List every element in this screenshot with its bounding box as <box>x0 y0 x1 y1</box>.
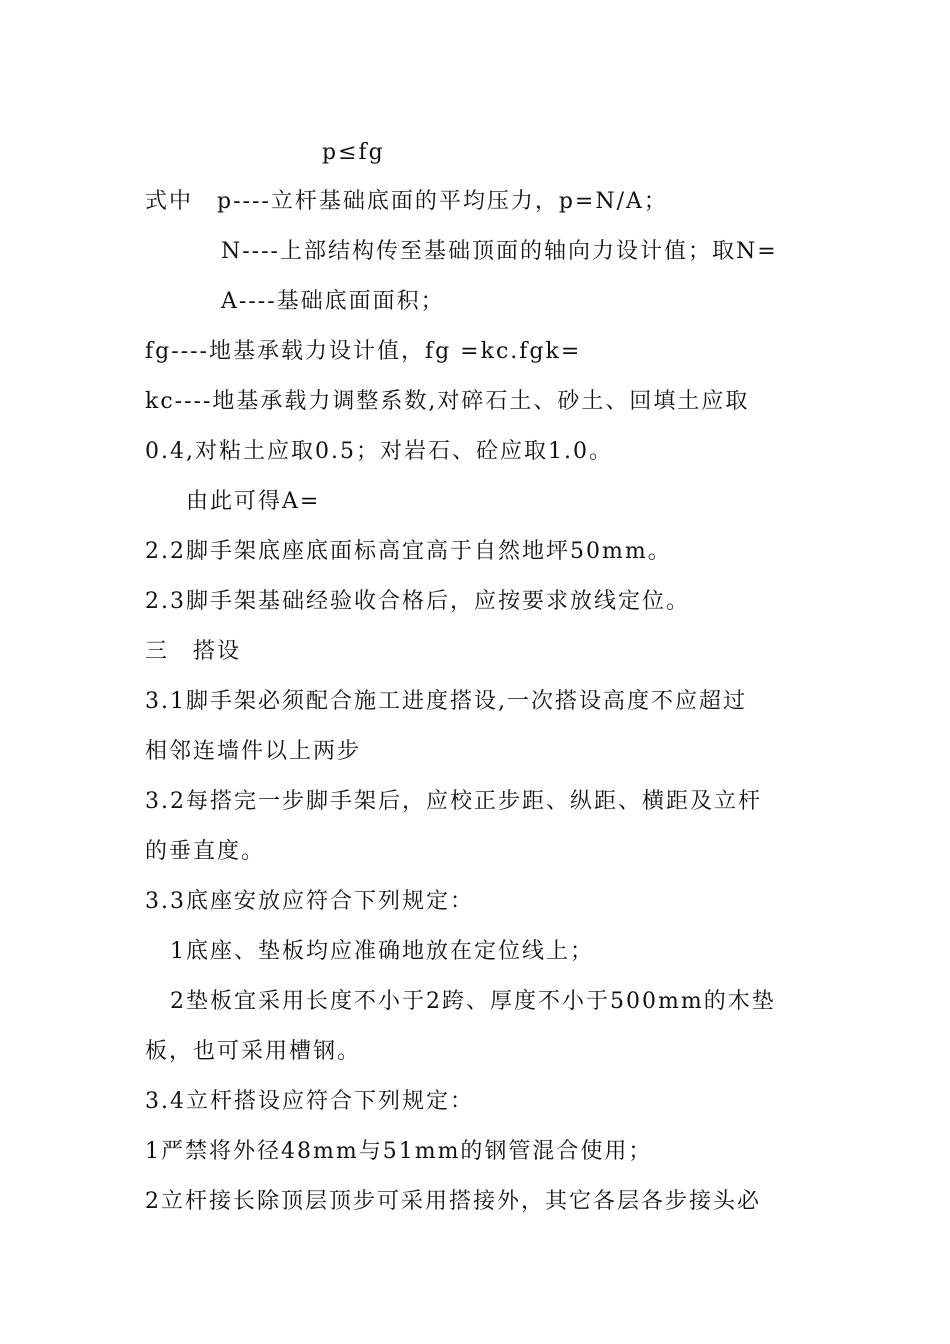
paragraph-line: 3.2每搭完一步脚手架后，应校正步距、纵距、横距及立杆 <box>145 789 762 814</box>
paragraph-line: 3.4立杆搭设应符合下列规定： <box>145 1089 474 1114</box>
paragraph-line: kc----地基承载力调整系数,对碎石土、砂土、回填土应取 <box>145 389 750 414</box>
formula: p≤fg <box>322 140 385 165</box>
paragraph-line: 2.3脚手架基础经验收合格后，应按要求放线定位。 <box>145 589 690 614</box>
paragraph-line: 2立杆接长除顶层顶步可采用搭接外，其它各层各步接头必 <box>145 1189 761 1214</box>
paragraph-line: N----上部结构传至基础顶面的轴向力设计值；取N= <box>221 239 778 264</box>
paragraph-line: 相邻连墙件以上两步 <box>145 739 362 764</box>
paragraph-line: 的垂直度。 <box>145 839 266 864</box>
paragraph-line: 3.1脚手架必须配合施工进度搭设,一次搭设高度不应超过 <box>145 689 747 714</box>
paragraph-line: 1严禁将外径48mm与51mm的钢管混合使用； <box>145 1139 653 1164</box>
paragraph-line: 1底座、垫板均应准确地放在定位线上； <box>170 939 594 964</box>
section-heading: 三 搭设 <box>145 639 242 664</box>
paragraph-line: 0.4,对粘土应取0.5；对岩石、砼应取1.0。 <box>145 439 613 464</box>
paragraph-line: 2.2脚手架底座底面标高宜高于自然地坪50mm。 <box>145 539 672 564</box>
paragraph-line: A----基础底面面积； <box>221 289 445 314</box>
paragraph-line: 式中 p----立杆基础底面的平均压力，p=N/A； <box>145 189 668 214</box>
paragraph-line: fg----地基承载力设计值，fg =kc.fgk= <box>145 339 582 364</box>
paragraph-line: 3.3底座安放应符合下列规定： <box>145 889 474 914</box>
paragraph-line: 由此可得A= <box>186 489 321 514</box>
paragraph-line: 2垫板宜采用长度不小于2跨、厚度不小于500mm的木垫 <box>170 989 776 1014</box>
paragraph-line: 板，也可采用槽钢。 <box>145 1039 362 1064</box>
